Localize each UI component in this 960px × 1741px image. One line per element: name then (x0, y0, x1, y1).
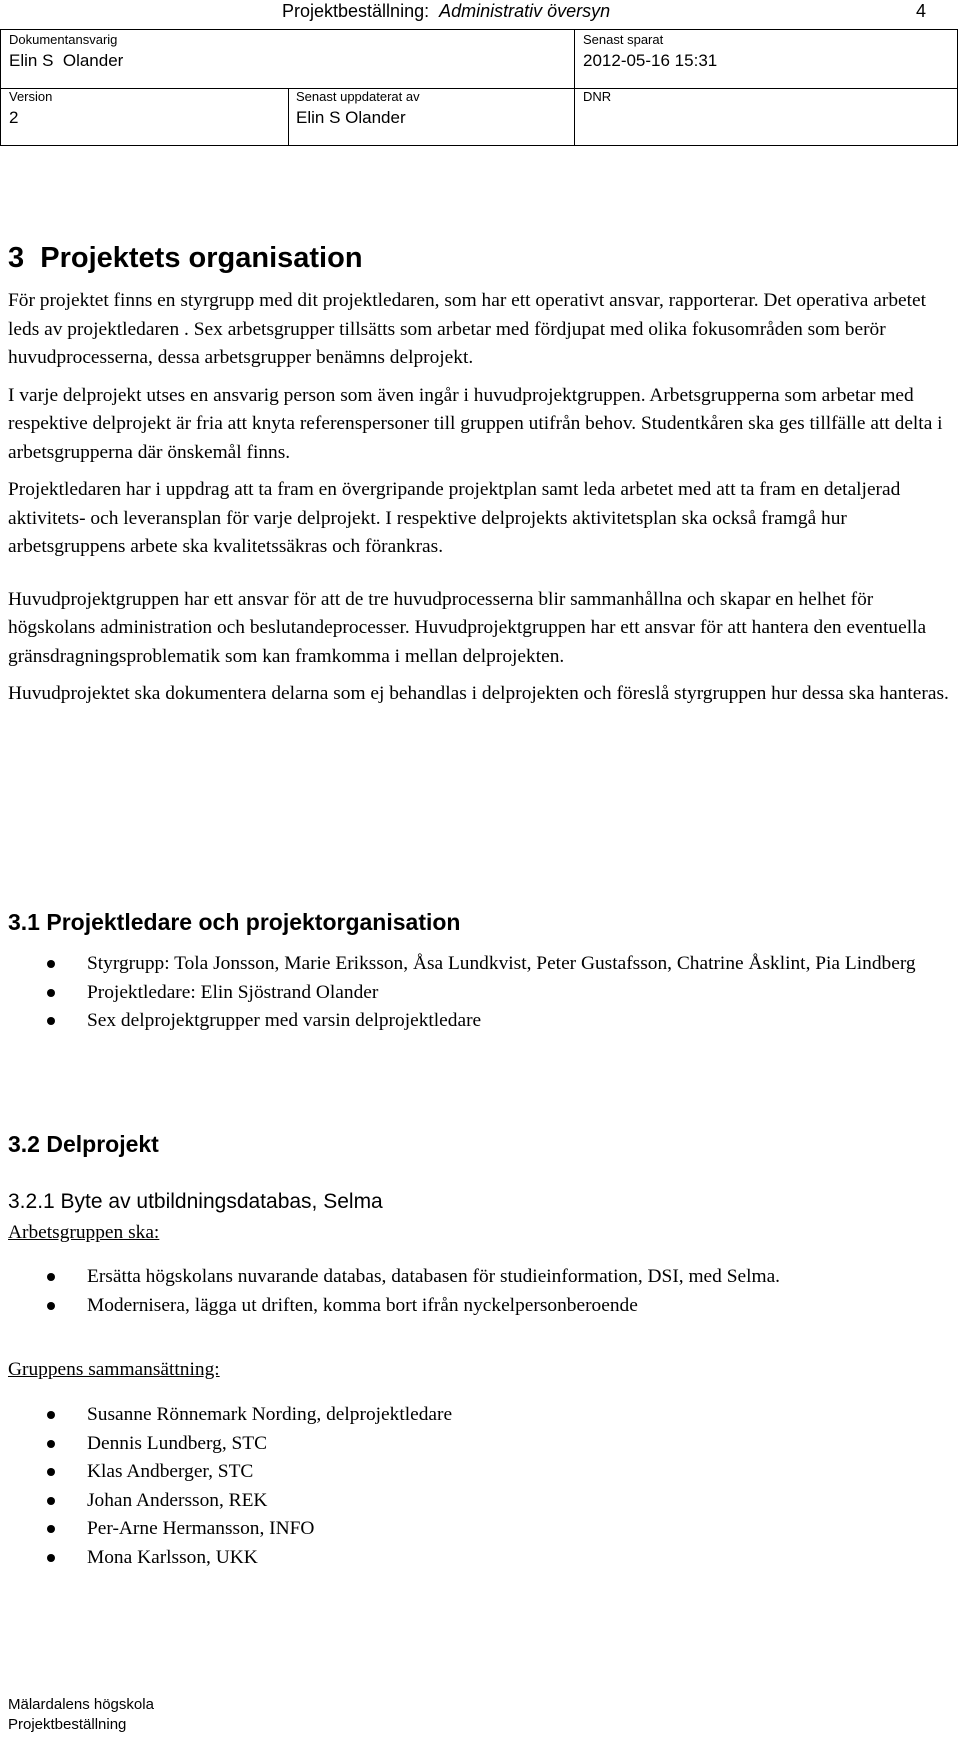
members-title: Gruppens sammansättning: (8, 1359, 220, 1380)
list-item: Susanne Rönnemark Nording, delprojektledare (0, 1401, 950, 1430)
tasks-list (0, 1263, 950, 1320)
list-item: Projektledare: Elin Sjöstrand Olander (0, 979, 950, 1008)
dnr-label: DNR (583, 89, 612, 104)
dnr-cell (583, 89, 611, 107)
page-number: 4 (916, 1, 927, 21)
paragraph: Huvudprojektet ska dokumentera delarna som ej behandlas i delprojekten och föreslå styrgruppen hur dessa ska hanteras. (8, 683, 949, 704)
list-item: Klas Andberger, STC (0, 1458, 950, 1487)
metadata-table (0, 29, 958, 146)
section-heading: 3 Projektets organisation (8, 242, 363, 274)
sub-subsection-heading: 3.2.1 Byte av utbildningsdatabas, Selma (8, 1190, 383, 1213)
saved-label: Senast sparat (583, 32, 664, 47)
updated-by-cell (296, 89, 420, 129)
list-item: Sex delprojektgrupper med varsin delprojektledare (0, 1007, 950, 1036)
saved-value: 2012-05-16 15:31 (583, 51, 718, 70)
list-item: Dennis Lundberg, STC (0, 1430, 950, 1459)
document-title-text: Projektbeställning: (282, 1, 430, 21)
version-value: 2 (9, 108, 19, 127)
paragraph: Projektledaren har i uppdrag att ta fram en övergripande projektplan samt leda arbetet med att ta fram en detaljerad aktivitets- och leveransplan för varje delprojekt. I respektive delprojekts aktivitetsplan ska också framgå hur arbetsgruppens arbete ska kvalitetssäkras och förankras. (8, 479, 901, 557)
section-body (8, 287, 956, 718)
footer-organisation: Mälardalens högskola (8, 1696, 154, 1713)
paragraph: Huvudprojektgruppen har ett ansvar för att de tre huvudprocesserna blir sammanhållna och skapar en helhet för högskolans administration och beslutandeprocesser. Huvudprojektgruppen har ett ansvar för att hantera den eventuella gränsdragningsproblematik som kan framkomma i mellan delprojekten. (8, 588, 927, 667)
tasks-title: Arbetsgruppen ska: (8, 1222, 160, 1243)
paragraph: För projektet finns en styrgrupp med dit projektledaren, som har ett operativt ansvar, rapporterar. Det operativa arbetet leds av projektledaren . Sex arbetsgrupper tillsätts som arbetar med fördjupat med olika fokusområden som berör huvudprocesserna, dessa arbetsgrupper benämns delprojekt. (8, 290, 926, 368)
organisation-list (0, 950, 950, 1036)
updated-by-label: Senast uppdaterat av (296, 89, 420, 104)
list-item: Per-Arne Hermansson, INFO (0, 1515, 950, 1544)
table-divider (574, 30, 575, 145)
list-item: Ersätta högskolans nuvarande databas, databasen för studieinformation, DSI, med Selma. (0, 1263, 950, 1292)
members-list (0, 1401, 950, 1572)
version-label: Version (9, 89, 53, 104)
footer-document: Projektbeställning (8, 1716, 127, 1733)
list-item: Modernisera, lägga ut driften, komma bort ifrån nyckelpersonberoende (0, 1292, 950, 1321)
table-divider (1, 88, 957, 89)
document-subtitle: Administrativ översyn (439, 1, 611, 21)
list-item: Styrgrupp: Tola Jonsson, Marie Eriksson, Åsa Lundkvist, Peter Gustafsson, Chatrine Åsklint, Pia Lindberg (0, 950, 950, 979)
updated-by-value: Elin S Olander (296, 108, 406, 127)
owner-value: Elin S Olander (9, 51, 124, 70)
subsection-heading: 3.1 Projektledare och projektorganisation (8, 909, 461, 935)
table-divider (288, 88, 289, 145)
running-header (0, 0, 960, 26)
page-footer (8, 1695, 154, 1735)
subsection-heading: 3.2 Delprojekt (8, 1131, 159, 1157)
saved-cell (583, 32, 717, 72)
owner-cell (9, 32, 123, 72)
paragraph: I varje delprojekt utses en ansvarig person som även ingår i huvudprojektgruppen. Arbetsgrupperna som arbetar med respektive delprojekt är fria att knyta referenspersoner till gruppen utifrån behov. Studentkåren ska ges tillfälle att delta i arbetsgrupperna där önskemål finns. (8, 384, 943, 463)
list-item: Mona Karlsson, UKK (0, 1544, 950, 1573)
list-item: Johan Andersson, REK (0, 1487, 950, 1516)
owner-label: Dokumentansvarig (9, 32, 118, 47)
document-title (282, 1, 610, 22)
version-cell (9, 89, 52, 129)
